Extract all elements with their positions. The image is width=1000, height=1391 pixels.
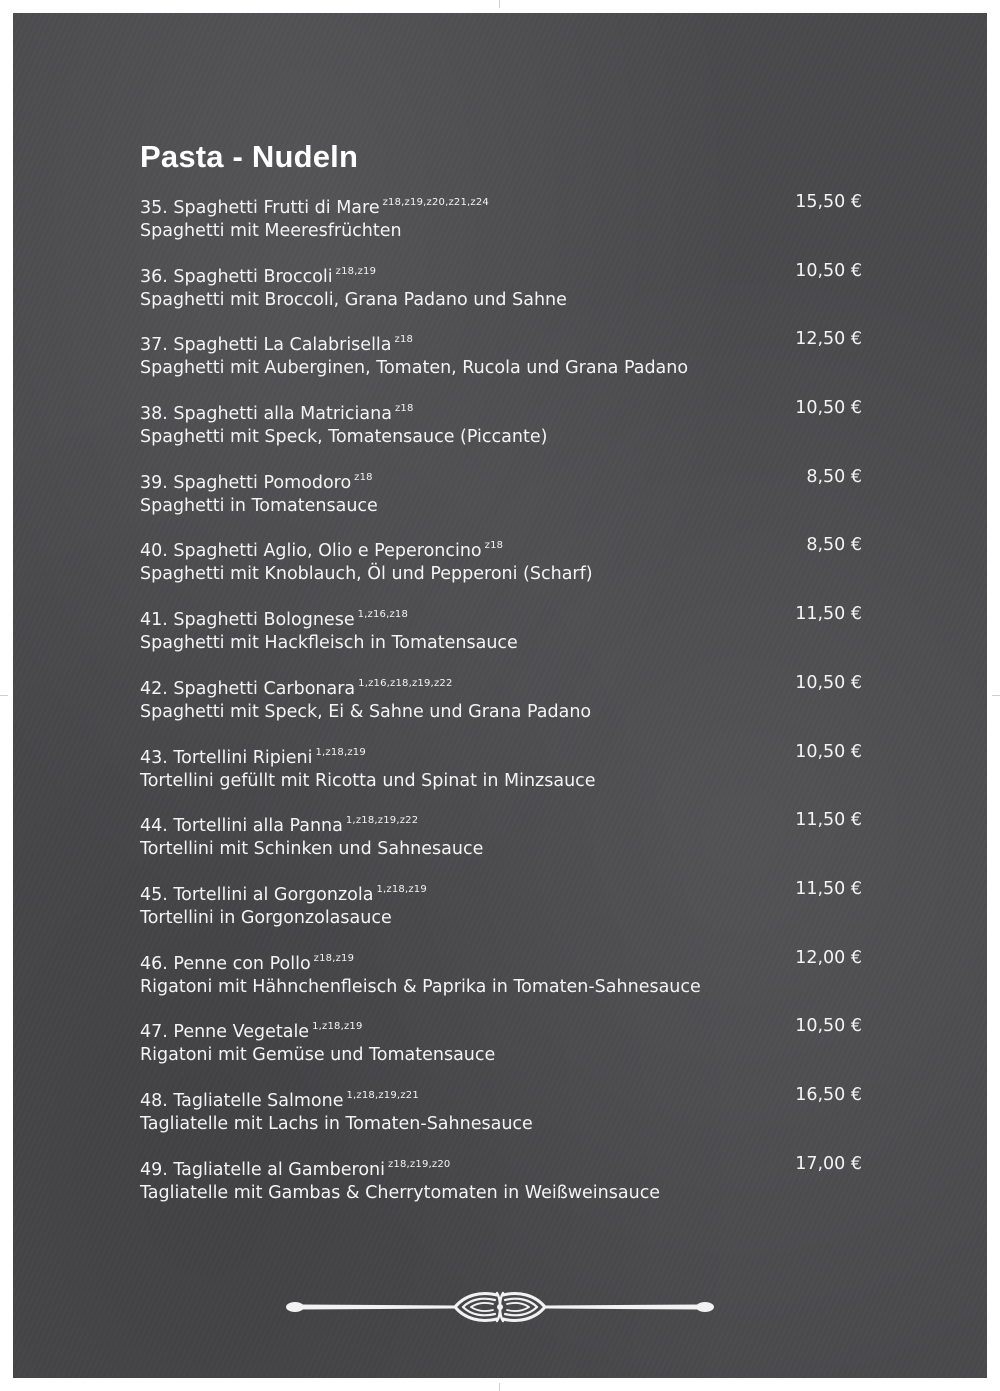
menu-item-price: 10,50 € (795, 672, 862, 693)
menu-item-description: Tortellini mit Schinken und Sahnesauce (140, 839, 484, 860)
menu-item-allergens: z18,z19 (313, 952, 355, 964)
menu-item-heading (140, 947, 862, 976)
menu-item (140, 603, 862, 672)
menu-item (140, 534, 862, 603)
menu-item-name: 48. Tagliatelle Salmone (140, 1090, 344, 1111)
menu-item-description: Spaghetti mit Knoblauch, Öl und Pepperoni (Scharf) (140, 564, 593, 585)
menu-item (140, 878, 862, 947)
menu-item-price: 12,50 € (795, 329, 862, 350)
menu-item-price: 10,50 € (795, 741, 862, 762)
menu-item-description: Spaghetti mit Meeresfrüchten (140, 221, 402, 241)
menu-item-price: 8,50 € (806, 466, 862, 487)
menu-item-name: 35. Spaghetti Frutti di Mare (140, 198, 380, 218)
menu-item-heading (140, 1153, 862, 1182)
menu-item-name: 40. Spaghetti Aglio, Olio e Peperoncino (140, 541, 482, 562)
menu-item-name: 42. Spaghetti Carbonara (140, 678, 356, 699)
menu-item-allergens: z18,z19,z20 (387, 1158, 451, 1170)
menu-item (140, 328, 862, 397)
menu-item-price: 17,00 € (795, 1153, 862, 1174)
menu-item-price: 11,50 € (795, 878, 862, 899)
menu-item-description: Spaghetti mit Speck, Ei & Sahne und Grana Padano (140, 701, 592, 722)
menu-item (140, 947, 862, 1016)
menu-item-allergens: z18,z19 (335, 265, 377, 277)
menu-item (140, 809, 862, 878)
menu-item-description: Spaghetti mit Speck, Tomatensauce (Piccante) (140, 427, 548, 448)
trim-mark-right (992, 695, 1000, 696)
menu-item (140, 1015, 862, 1084)
menu-item-name: 38. Spaghetti alla Matriciana (140, 404, 392, 425)
menu-item-heading (140, 878, 862, 907)
menu-item-name: 44. Tortellini alla Panna (140, 816, 343, 837)
menu-item-name: 47. Penne Vegetale (140, 1022, 310, 1043)
menu-item-allergens: 1,z18,z19 (315, 746, 366, 758)
menu-item (140, 672, 862, 741)
menu-item-heading (140, 534, 862, 563)
menu-item (140, 741, 862, 810)
menu-item-description: Rigatoni mit Hähnchenfleisch & Paprika in Tomaten-Sahnesauce (140, 976, 701, 997)
menu-item (140, 1153, 862, 1222)
menu-item-heading (140, 603, 862, 632)
trim-mark-left (0, 695, 8, 696)
menu-item (140, 191, 862, 260)
menu-item-price: 12,00 € (795, 947, 862, 968)
menu-item-allergens: 1,z18,z19,z21 (346, 1089, 419, 1101)
menu-item-price: 16,50 € (795, 1084, 862, 1105)
menu-item (140, 466, 862, 535)
menu-item-heading (140, 466, 862, 495)
menu-item-heading (140, 1015, 862, 1044)
menu-item-heading (140, 741, 862, 770)
menu-item (140, 1084, 862, 1153)
menu-item-description: Tortellini in Gorgonzolasauce (140, 907, 392, 928)
menu-item-price: 10,50 € (795, 260, 862, 281)
menu-item-description: Tagliatelle mit Gambas & Cherrytomaten in Weißweinsauce (140, 1182, 661, 1203)
menu-item-heading (140, 809, 862, 838)
menu-item (140, 397, 862, 466)
menu-item-allergens: z18 (394, 334, 414, 346)
menu-item-description: Spaghetti mit Hackfleisch in Tomatensauce (140, 633, 518, 654)
menu-item-allergens: 1,z16,z18 (357, 609, 409, 621)
menu-item-heading (140, 672, 862, 701)
menu-item-name: 37. Spaghetti La Calabrisella (140, 335, 392, 356)
menu-page (13, 13, 987, 1378)
menu-item-allergens: z18 (484, 540, 504, 552)
menu-item-description: Spaghetti mit Auberginen, Tomaten, Rucola und Grana Padano (140, 358, 689, 379)
menu-item-allergens: 1,z18,z19 (376, 883, 427, 895)
menu-item (140, 260, 862, 329)
menu-item-heading (140, 328, 862, 357)
menu-item-price: 8,50 € (806, 535, 862, 556)
menu-item-heading (140, 191, 862, 220)
menu-item-heading (140, 397, 862, 426)
menu-item-heading (140, 260, 862, 289)
menu-item-price: 15,50 € (795, 192, 862, 212)
menu-item-allergens: 1,z18,z19,z22 (345, 815, 419, 827)
menu-item-allergens: z18 (394, 403, 414, 415)
menu-item-name: 46. Penne con Pollo (140, 953, 311, 974)
menu-item-name: 45. Tortellini al Gorgonzola (140, 884, 374, 905)
menu-item-price: 10,50 € (795, 398, 862, 419)
menu-item-price: 10,50 € (795, 1016, 862, 1037)
ornamental-flourish-divider-icon (285, 1285, 715, 1329)
menu-item-allergens: 1,z16,z18,z19,z22 (358, 677, 453, 689)
trim-mark-bottom (499, 1383, 500, 1391)
menu-item-heading (140, 1084, 862, 1113)
menu-item-description: Rigatoni mit Gemüse und Tomatensauce (140, 1045, 496, 1066)
menu-item-allergens: z18 (354, 471, 373, 483)
trim-mark-top (499, 0, 500, 8)
menu-item-description: Spaghetti mit Broccoli, Grana Padano und Sahne (140, 289, 567, 310)
menu-item-description: Tortellini gefüllt mit Ricotta und Spinat in Minzsauce (140, 770, 596, 791)
menu-item-name: 43. Tortellini Ripieni (140, 747, 313, 768)
menu-item-name: 36. Spaghetti Broccoli (140, 266, 333, 287)
menu-item-allergens: z18,z19,z20,z21,z24 (382, 197, 489, 208)
menu-item-description: Spaghetti in Tomatensauce (140, 495, 378, 516)
menu-list (140, 191, 862, 1221)
menu-item-allergens: 1,z18,z19 (312, 1021, 363, 1033)
menu-item-price: 11,50 € (795, 810, 862, 831)
menu-item-name: 39. Spaghetti Pomodoro (140, 472, 352, 493)
menu-item-price: 11,50 € (795, 604, 862, 625)
menu-item-name: 49. Tagliatelle al Gamberoni (140, 1159, 385, 1180)
menu-item-description: Tagliatelle mit Lachs in Tomaten-Sahnesauce (140, 1113, 533, 1134)
section-title: Pasta - Nudeln (140, 139, 359, 174)
menu-item-name: 41. Spaghetti Bolognese (140, 610, 355, 631)
